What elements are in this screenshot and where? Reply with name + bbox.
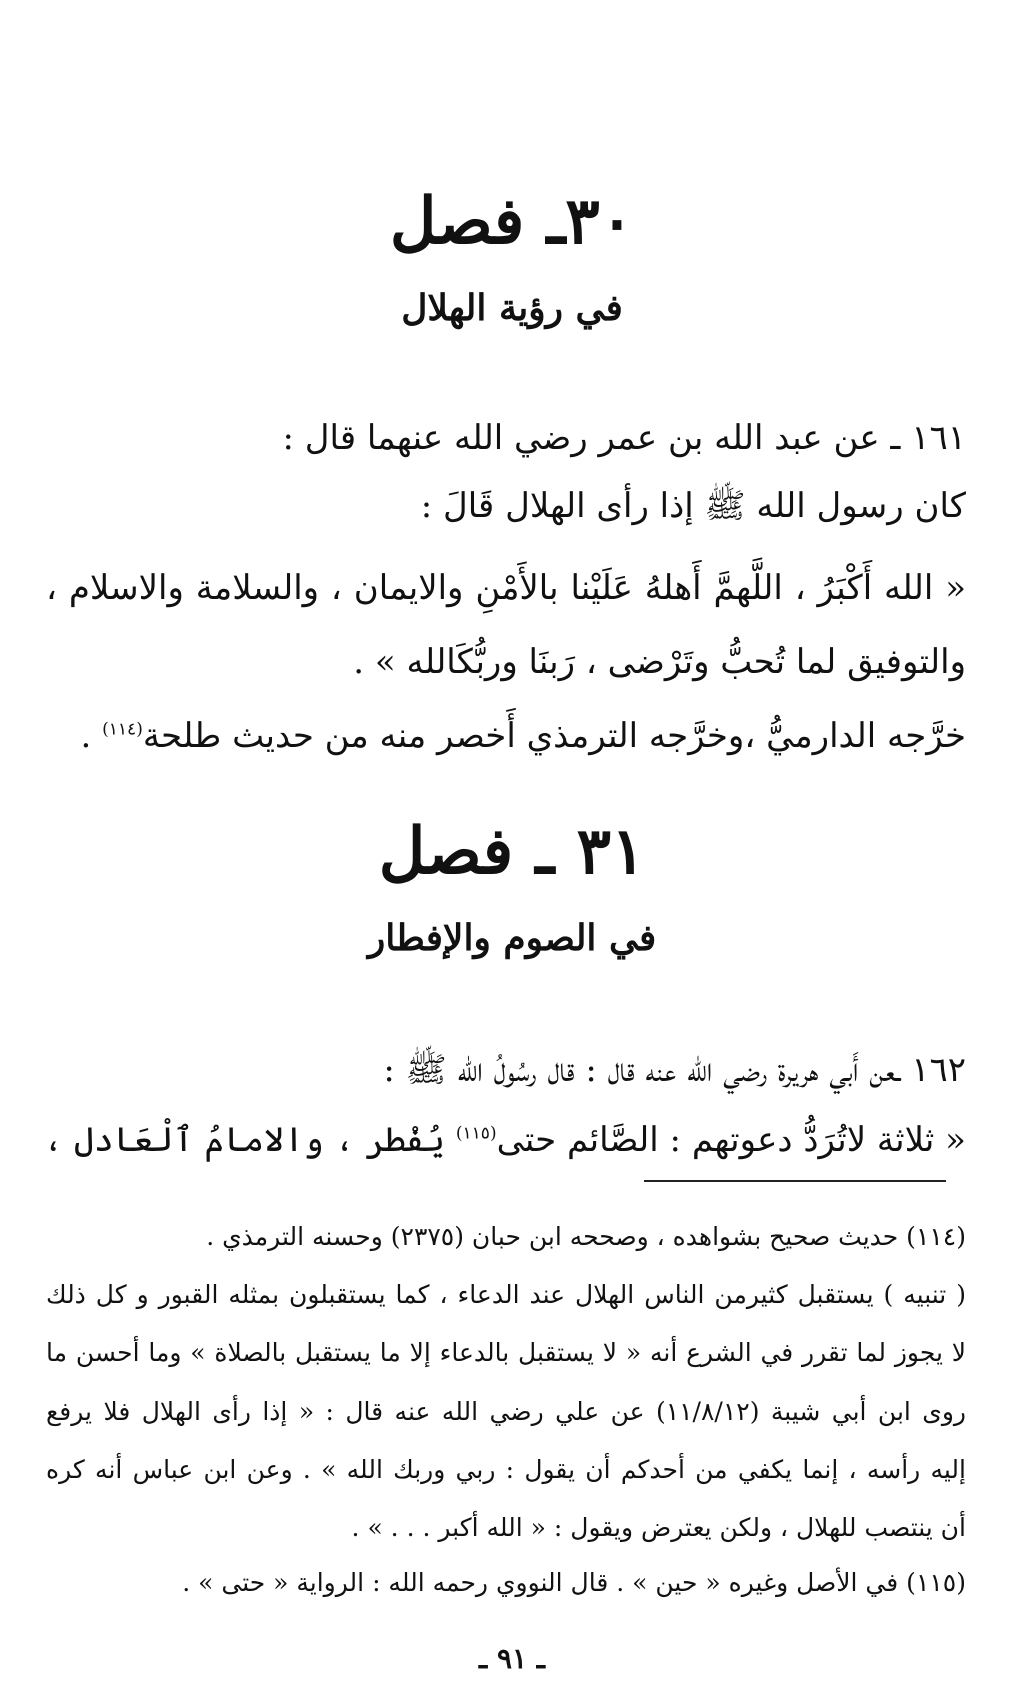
hadith-162-line-2 (43, 1120, 966, 1161)
hadith-162-line-1: ١٦٢ ـعن أَبي هريرة رضي الله عنه قال : قال رسُولُ الله ﷺ : (383, 1050, 966, 1090)
footnote-ref-114: (١١٤) (102, 719, 143, 740)
footnote-note-line-5: أن ينتصب للهلال ، ولكن يعترض ويقول : « الله أكبر . . . » . (351, 1513, 966, 1542)
footnote-ref-115: (١١٥) (455, 1123, 497, 1144)
footnote-114: (١١٤) حديث صحيح بشواهده ، وصححه ابن حبان (٢٣٧٥) وحسنه الترمذي . (206, 1222, 966, 1251)
footnote-note-line-4: إليه رأسه ، إنما يكفي من أحدكم أن يقول : ربي وربك الله » . وعن ابن عباس أنه كره (46, 1455, 966, 1484)
hadith-161-line-5 (46, 716, 966, 757)
footnote-separator (644, 1180, 946, 1182)
chapter-title-31: في الصوم والإفطار (367, 917, 657, 959)
chapter-title-30: في رؤية الهلال (401, 287, 623, 329)
footnote-115: (١١٥) في الأصل وغيره « حين » . قال النووي رحمه الله : الرواية « حتى » . (182, 1568, 966, 1597)
chapter-heading-31: ٣١ ـ فصل (378, 814, 646, 889)
hadith-161-line-5-end: . (80, 716, 92, 756)
hadith-161-line-2: كان رسول الله ﷺ إذا رأى الهلال قَالَ : (420, 486, 966, 526)
hadith-161-line-3: « الله أَكْبَرُ ، اللَّهمَّ أَهلهُ عَلَيْنا بالأَمْنِ والايمان ، والسلامة والاسلام ، (46, 568, 966, 608)
footnote-note-line-2: لا يجوز لما تقرر في الشرع أنه « لا يستقبل بالدعاء إلا ما يستقبل بالصلاة » وما أحسن ما (46, 1338, 966, 1367)
hadith-161-line-4: والتوفيق لما تُحبُّ وتَرْضى ، رَبنَا وربُّكَالله » . (353, 642, 966, 682)
page-number: ـ ٩١ ـ (479, 1642, 545, 1675)
hadith-162-line-2-start: « ثلاثة لاتُرَدُّ دعوتهم : الصَّائم حتى (496, 1120, 966, 1160)
hadith-161-line-1: ١٦١ ـ عن عبد الله بن عمر رضي الله عنهما قال : (282, 418, 966, 458)
hadith-161-line-5-text: خرَّجه الدارميُّ ،وخرَّجه الترمذي أَخصر منه من حديث طلحة (142, 716, 966, 756)
hadith-162-line-2-end: يُفْطر ، والامامُ ٱلْعَادل ، (43, 1120, 446, 1160)
footnote-note-line-3: روى ابن أبي شيبة (١١/٨/١٢) عن علي رضي الله عنه قال : « إذا رأى الهلال فلا يرفع (46, 1397, 966, 1426)
chapter-heading-30: ٣٠ـ فصل (389, 184, 635, 259)
footnote-note-line-1: ( تنبيه ) يستقبل كثيرمن الناس الهلال عند الدعاء ، كما يستقبلون بمثله القبور و كل ذلك (46, 1280, 966, 1309)
